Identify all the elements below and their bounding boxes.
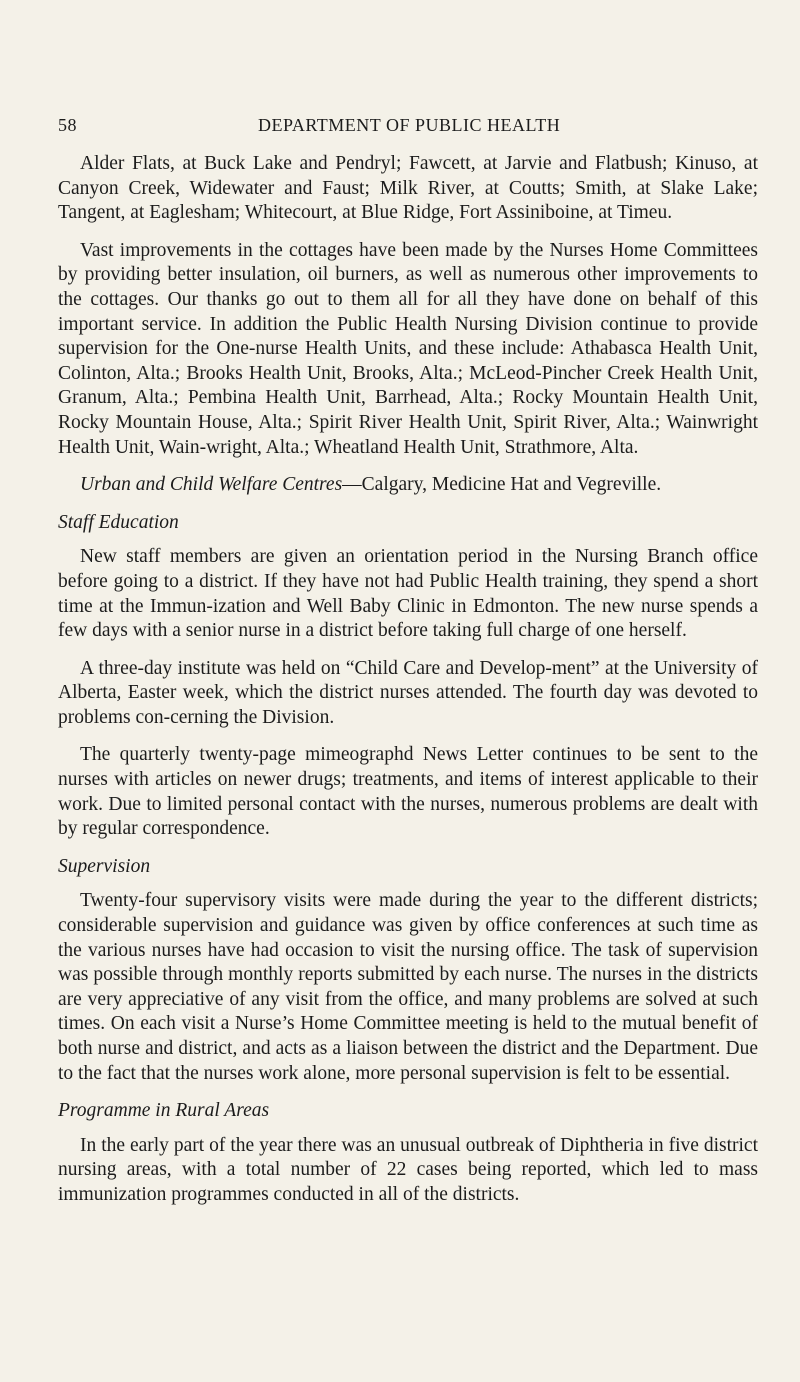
welfare-centres-locations: —Calgary, Medicine Hat and Vegreville. <box>342 474 662 496</box>
heading-programme-rural: Programme in Rural Areas <box>58 1100 270 1122</box>
running-head <box>58 115 758 139</box>
paragraph-cottage-improvements: Vast improvements in the cottages have been made by the Nurses Home Committees by providing better insulation, oil burners, as well as numerous other improvements to the cottages. Our thanks go out to them all for all they have done on behalf of this important service. In addition the Public Health Nursing Division continue to provide supervision for the One-nurse Health Units, and these include: Athabasca Health Unit, Colinton, Alta.; Brooks Health Unit, Brooks, Alta.; McLeod-Pincher Creek Health Unit, Granum, Alta.; Pembina Health Unit, Barrhead, Alta.; Rocky Mountain Health Unit, Rocky Mountain House, Alta.; Spirit River Health Unit, Spirit River, Alta.; Wainwright Health Unit, Wain-wright, Alta.; Wheatland Health Unit, Strathmore, Alta. <box>58 239 758 458</box>
paragraph-institute: A three-day institute was held on “Child Care and Develop-ment” at the University of Alberta, Easter week, which the district nurses attended. The fourth day was devoted to problems con-cerning the Division. <box>58 657 758 728</box>
welfare-centres-label: Urban and Child Welfare Centres <box>80 474 343 496</box>
paragraph-diphtheria: In the early part of the year there was an unusual outbreak of Diphtheria in five district nursing areas, with a total number of 22 cases being reported, which led to mass immunization programmes conducted in all of the districts. <box>58 1134 758 1205</box>
paragraph-welfare-centres <box>58 473 758 498</box>
paragraph-orientation: New staff members are given an orientation period in the Nursing Branch office before going to a district. If they have not had Public Health training, they spend a short time at the Immun-ization and Well Baby Clinic in Edmonton. The new nurse spends a few days with a senior nurse in a district before taking full charge of one herself. <box>58 546 758 642</box>
body-text <box>58 152 758 1221</box>
paragraph-supervisory-visits: Twenty-four supervisory visits were made during the year to the different districts; considerable supervision and guidance was given by office conferences at such time as the various nurses have had occasion to visit the nursing office. The task of supervision was possible through monthly reports submitted by each nurse. The nurses in the districts are very appreciative of any visit from the office, and many problems are solved at such times. On each visit a Nurse’s Home Committee meeting is held to the mutual benefit of both nurse and district, and acts as a liaison between the district and the Department. Due to the fact that the nurses work alone, more personal supervision is felt to be essential. <box>58 890 758 1084</box>
page-number: 58 <box>58 115 77 135</box>
paragraph-news-letter: The quarterly twenty-page mimeographd News Letter continues to be sent to the nurses with articles on newer drugs; treatments, and items of interest applicable to their work. Due to limited personal contact with the nurses, numerous problems are dealt with by regular correspondence. <box>58 744 758 840</box>
heading-staff-education: Staff Education <box>58 511 179 533</box>
running-head-title: DEPARTMENT OF PUBLIC HEALTH <box>258 115 561 135</box>
paragraph-continuation: Alder Flats, at Buck Lake and Pendryl; Fawcett, at Jarvie and Flatbush; Kinuso, at Canyon Creek, Widewater and Faust; Milk River, at Coutts; Smith, at Slake Lake; Tangent, at Eaglesham; Whitecourt, at Blue Ridge, Fort Assiniboine, at Timeu. <box>58 153 758 224</box>
heading-supervision: Supervision <box>58 855 151 877</box>
